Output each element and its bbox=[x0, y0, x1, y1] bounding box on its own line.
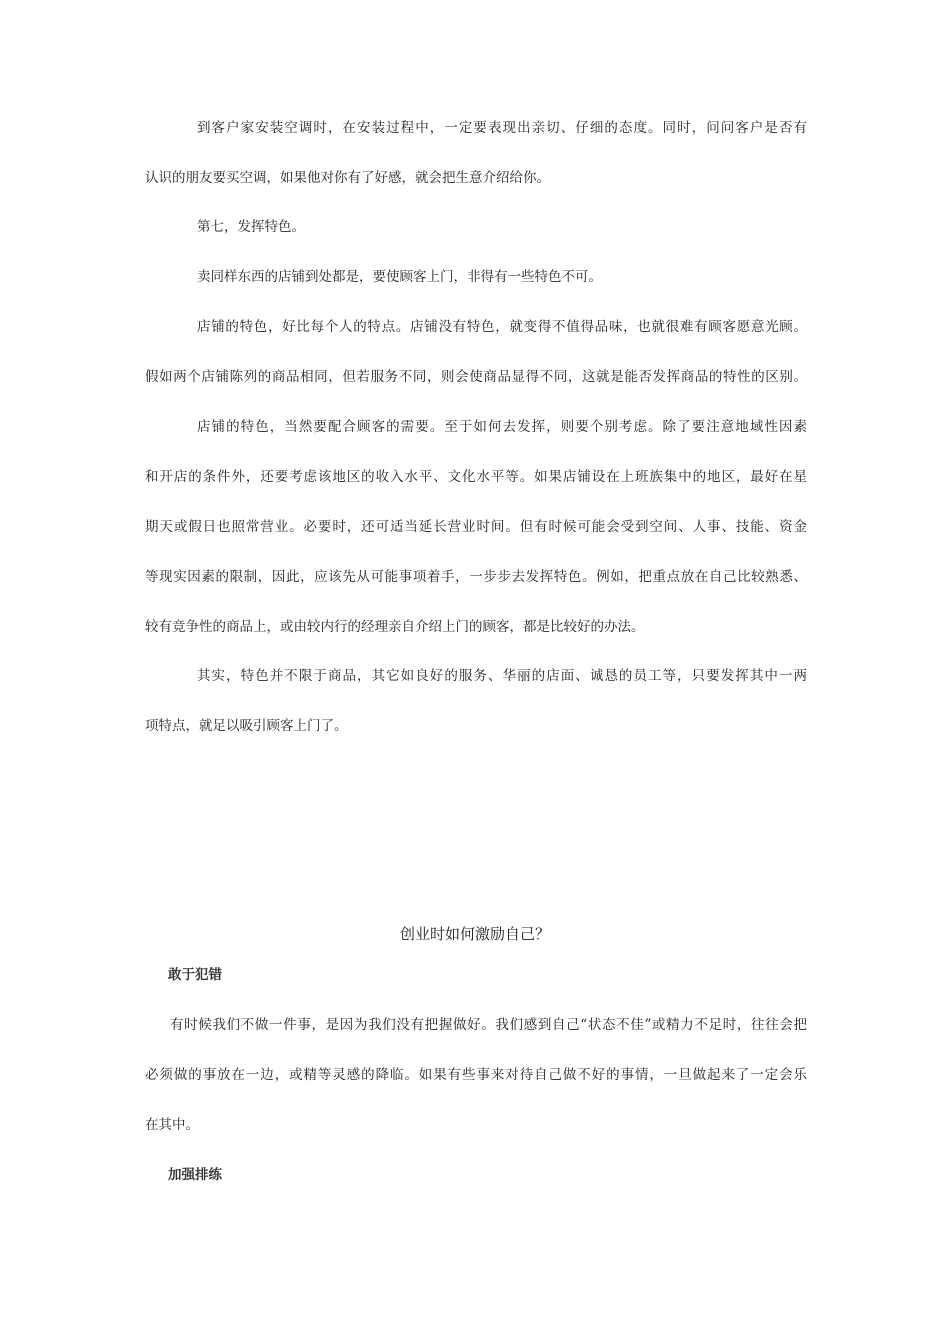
paragraph-line: 假如两个店铺陈列的商品相同，但若服务不同，则会使商品显得不同，这就是能否发挥商品的特性的区别。 bbox=[145, 369, 807, 385]
paragraph-line: 必须做的事放在一边，或精等灵感的降临。如果有些事来对待自己做不好的事情，一旦做起来了一定会乐 bbox=[145, 1067, 807, 1083]
paragraph-line: 和开店的条件外，还要考虑该地区的收入水平、文化水平等。如果店铺设在上班族集中的地区，最好在星 bbox=[145, 469, 807, 485]
paragraph-line: 卖同样东西的店铺到处都是，要使顾客上门，非得有一些特色不可。 bbox=[197, 269, 602, 285]
paragraph-line: 其实，特色并不限于商品，其它如良好的服务、华丽的店面、诚恳的员工等，只要发挥其中一两 bbox=[197, 668, 807, 684]
section-heading-line: 第七，发挥特色。 bbox=[197, 219, 305, 235]
subheading-rehearse: 加强排练 bbox=[168, 1167, 222, 1183]
paragraph-line: 店铺的特色，好比每个人的特点。店铺没有特色，就变得不值得品味，也就很难有顾客愿意光顾。 bbox=[197, 319, 807, 335]
paragraph-line: 项特点，就足以吸引顾客上门了。 bbox=[145, 718, 348, 734]
article-title: 创业时如何激励自己？ bbox=[399, 925, 550, 943]
paragraph-line: 较有竞争性的商品上，或由较内行的经理亲自介绍上门的顾客，都是比较好的办法。 bbox=[145, 619, 645, 635]
subheading-dare-to-err: 敢于犯错 bbox=[168, 967, 222, 983]
paragraph-line: 店铺的特色，当然要配合顾客的需要。至于如何去发挥，则要个别考虑。除了要注意地域性因素 bbox=[197, 419, 807, 435]
paragraph-line: 认识的朋友要买空调，如果他对你有了好感，就会把生意介绍给你。 bbox=[145, 170, 550, 186]
paragraph-line: 期天或假日也照常营业。必要时，还可适当延长营业时间。但有时候可能会受到空间、人事、技能、资金 bbox=[145, 519, 807, 535]
paragraph-line: 到客户家安装空调时，在安装过程中，一定要表现出亲切、仔细的态度。同时，问问客户是否有 bbox=[197, 120, 807, 136]
paragraph-line: 等现实因素的限制，因此，应该先从可能事项着手，一步步去发挥特色。例如，把重点放在自己比较熟悉、 bbox=[145, 569, 807, 585]
paragraph-line: 有时候我们不做一件事，是因为我们没有把握做好。我们感到自己“状态不佳”或精力不足时，往往会把 bbox=[170, 1017, 807, 1033]
paragraph-line: 在其中。 bbox=[145, 1117, 199, 1133]
